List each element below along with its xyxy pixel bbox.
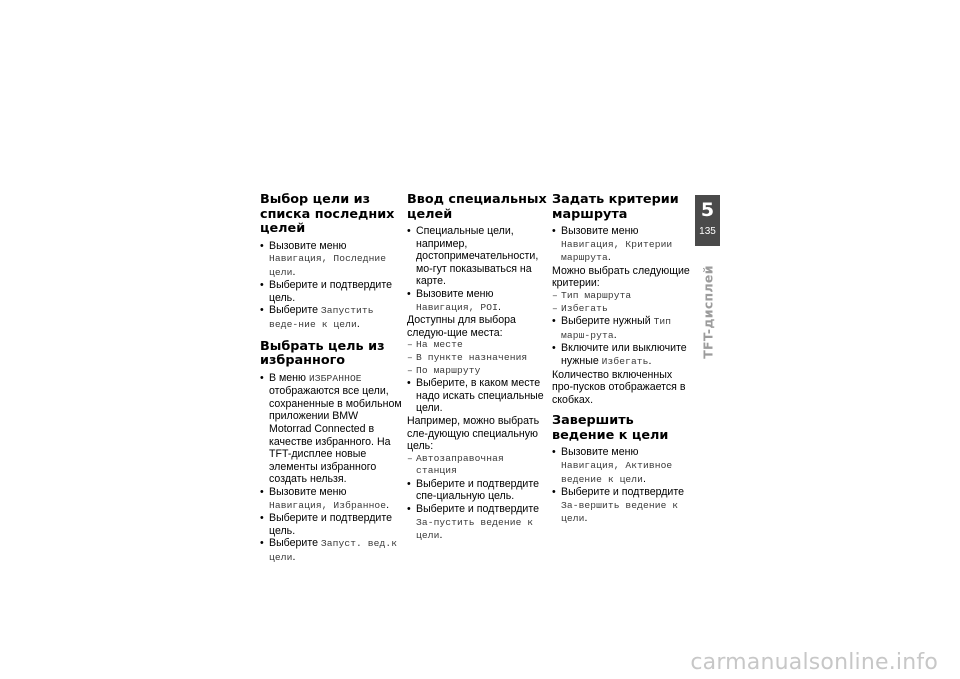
section-end-guidance [552, 414, 694, 526]
item-text: Вызовите меню [269, 486, 347, 498]
item-text: . [356, 318, 360, 331]
item-text: . [613, 328, 617, 341]
list-item [552, 446, 694, 486]
item-text: Выберите [269, 304, 321, 317]
menu-path: Навигация, POI [416, 301, 499, 313]
item-text: Выберите и подтвердите [416, 503, 539, 516]
option-item: – Избегать [552, 303, 694, 316]
list-item [407, 503, 549, 543]
menu-path: Избегать [601, 355, 649, 367]
list-item [552, 225, 694, 265]
list-item [260, 304, 402, 331]
section-heading: Ввод специальных целей [407, 192, 547, 222]
item-text: Включите или выключите нужные [561, 342, 687, 367]
section-last-destinations [260, 193, 402, 332]
paragraph: Можно выбрать следующие критерии: [552, 264, 690, 290]
menu-path: За-вершить ведение к цели [561, 499, 679, 525]
menu-path: Навигация, Активное ведение к цели [561, 459, 673, 485]
menu-path: Навигация, Критерии маршрута [561, 238, 673, 264]
option-item: – По маршруту [407, 365, 549, 378]
section-heading: Выбор цели из списка последних целей [260, 192, 395, 236]
list-item [552, 315, 694, 342]
list-item [260, 537, 402, 564]
item-text: отображаются все цели, сохраненные в мобильном приложении BMW Motorrad Connected в качестве избранного. На TFT-дисплее новые элементы избранного создать нельзя. [269, 385, 402, 486]
menu-path: Тип марш-рута [561, 316, 672, 341]
list-item [552, 486, 694, 526]
item-text: . [386, 498, 390, 511]
menu-path: Запустить веде-ние к цели [269, 305, 374, 331]
list-item [260, 240, 402, 280]
option-item: – В пункте назначения [407, 352, 549, 365]
section-heading: Выбрать цель из избранного [260, 338, 385, 369]
section-route-criteria [552, 193, 694, 406]
column-3 [552, 193, 694, 526]
paragraph: Количество включенных про-пусков отображается в скобках. [552, 368, 686, 406]
item-text: . [292, 550, 296, 563]
list-item: • Выберите и подтвердите спе-циальную цель. [407, 478, 549, 503]
menu-path: Запуст. вед.к цели [269, 538, 398, 563]
item-text: Выберите и подтвердите [561, 486, 684, 499]
item-text: . [584, 512, 588, 525]
list-item [260, 372, 402, 486]
section-heading: Задать критерии маршрута [552, 192, 679, 222]
paragraph: Например, можно выбрать сле-дующую специальную цель: [407, 414, 540, 453]
item-text: Вызовите меню [561, 446, 639, 459]
item-text: . [607, 251, 611, 264]
item-text: . [292, 265, 296, 278]
item-text: Вызовите меню [416, 287, 494, 300]
menu-path: ИЗБРАННОЕ [308, 372, 362, 384]
section-favourites [260, 340, 402, 565]
list-item: • Специальные цели, например, достопримечательности, мо-гут показываться на карте. [407, 225, 549, 288]
option-item: – Автозаправочная станция [407, 453, 549, 478]
item-text: Вызовите меню [561, 225, 639, 237]
item-text: . [648, 354, 652, 367]
column-1 [260, 193, 402, 565]
option-item: – На месте [407, 339, 549, 352]
chapter-tab [695, 195, 720, 246]
menu-path: Навигация, Избранное [269, 499, 387, 511]
item-text: Выберите [269, 537, 321, 550]
item-text: Вызовите меню [269, 239, 347, 252]
list-item: • Выберите и подтвердите цель. [260, 279, 402, 304]
menu-path: Навигация, Последние цели [269, 253, 387, 278]
watermark: carmanualsonline.info [690, 650, 938, 675]
list-item: • Выберите, в каком месте надо искать специальные цели. [407, 377, 549, 415]
list-item [552, 342, 694, 368]
list-item [260, 486, 402, 512]
list-item [407, 288, 549, 314]
item-text: . [643, 472, 646, 485]
item-text: В меню [269, 371, 309, 384]
chapter-number: 5 [700, 199, 715, 221]
chapter-title: TFT-дисплей [700, 265, 716, 359]
list-item: • Выберите и подтвердите цель. [260, 512, 402, 537]
section-special-destinations [407, 193, 549, 543]
column-2 [407, 193, 549, 543]
page-number: 135 [699, 226, 716, 237]
item-text: Выберите нужный [561, 315, 654, 328]
option-item: – Тип маршрута [552, 290, 694, 303]
menu-path: За-пустить ведение к цели [416, 516, 534, 542]
paragraph: Доступны для выбора следую-щие места: [407, 314, 516, 339]
item-text: . [439, 529, 443, 542]
item-text: . [498, 300, 501, 313]
section-heading: Завершить ведение к цели [552, 413, 669, 443]
